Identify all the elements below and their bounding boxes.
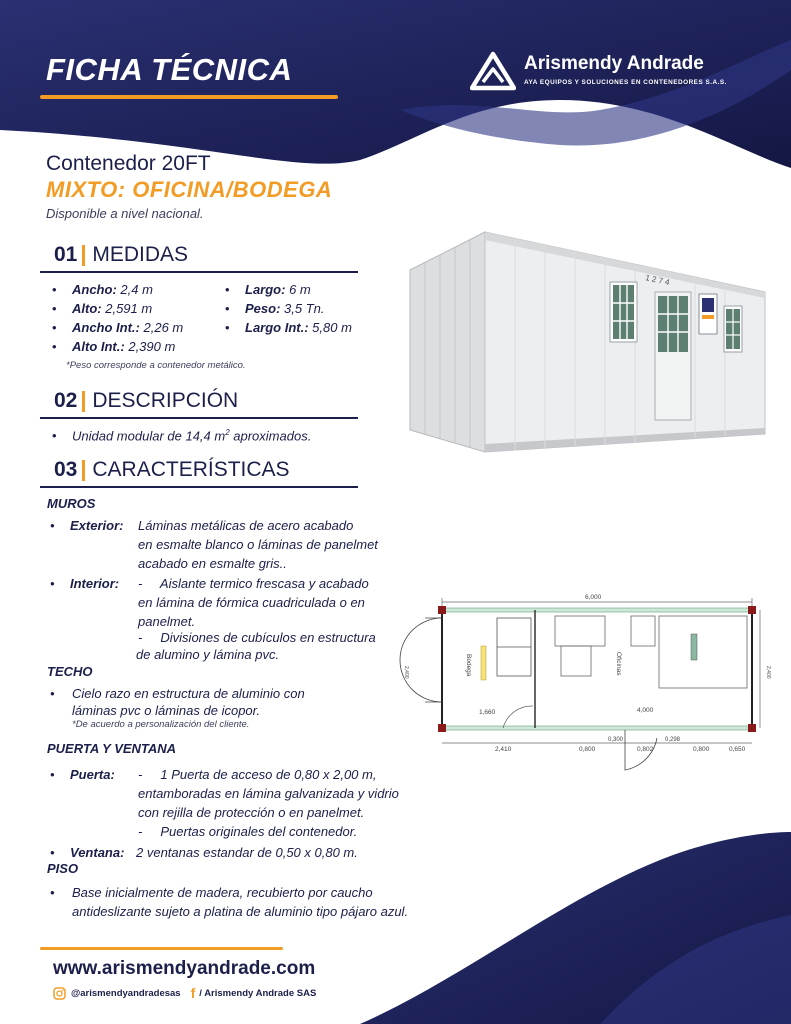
techo-note: *De acuerdo a personalización del cliente. [72, 719, 250, 730]
floor-plan [395, 588, 775, 773]
brand-tagline: AYA EQUIPOS Y SOLUCIONES EN CONTENEDORES S.A.S. [524, 79, 727, 86]
dim-1660: 1,660 [479, 709, 496, 716]
dim-0802: 0,802 [637, 746, 654, 753]
puerta-line: con rejilla de protección o en panelmet. [138, 805, 365, 820]
bullet: • [50, 767, 55, 782]
section-rule [40, 417, 358, 419]
muros-heading: MUROS [47, 496, 96, 511]
techo-line: láminas pvc o láminas de icopor. [72, 703, 261, 718]
medida-item: • Peso: 3,5 Tn. [225, 301, 325, 316]
page-title: FICHA TÉCNICA [46, 52, 293, 87]
instagram-icon [53, 987, 66, 1000]
social-row [53, 985, 316, 1001]
dim-side-left: 2,400 [403, 666, 409, 679]
interior-line: - Aislante termico frescasa y acabado [138, 576, 369, 591]
descripcion-text: • Unidad modular de 14,4 $m^2$ aproximados. [52, 428, 312, 444]
medida-item: • Largo: 6 m [225, 282, 311, 297]
section-caracteristicas-heading [54, 458, 290, 482]
puerta-line: - 1 Puerta de acceso de 0,80 x 2,00 m, [138, 767, 377, 782]
dim-side-right: 2,400 [765, 666, 771, 679]
dim-total: 6,000 [585, 594, 602, 601]
title-underline [40, 95, 338, 99]
bullet: • [50, 885, 55, 900]
medida-item: • Alto: 2,591 m [52, 301, 153, 316]
room-oficinas: Oficinas [615, 652, 622, 676]
ventana-text: 2 ventanas estandar de 0,50 x 0,80 m. [136, 845, 358, 860]
brand-name: Arismendy Andrade [524, 53, 704, 74]
section-number: 01 [54, 243, 78, 266]
container-illustration [405, 222, 767, 462]
puerta-line: - Puertas originales del contenedor. [138, 824, 358, 839]
medida-item: • Ancho Int.: 2,26 m [52, 320, 184, 335]
puerta-ventana-heading: PUERTA Y VENTANA [47, 741, 177, 756]
interior-line: - Divisiones de cubículos en estructura [138, 630, 376, 645]
interior-line: en lámina de fórmica cuadriculada o en [138, 595, 365, 610]
section-title: CARACTERÍSTICAS [92, 458, 290, 481]
bullet: • [50, 845, 55, 860]
facebook-icon: f [190, 985, 196, 1001]
exterior-label: Exterior: [70, 518, 124, 533]
interior-line: de alumino y lámina pvc. [136, 647, 280, 662]
dim-0650: 0,650 [729, 746, 746, 753]
section-bar [82, 245, 85, 266]
bullet: • [50, 576, 55, 591]
techo-heading: TECHO [47, 664, 93, 679]
section-medidas-heading [54, 243, 188, 267]
puerta-line: entamboradas en lámina galvanizada y vidrio [138, 786, 399, 801]
section-title: DESCRIPCIÓN [92, 389, 239, 412]
piso-line: antideslizante sujeto a platina de aluminio tipo pájaro azul. [72, 904, 409, 919]
dim-0800a: 0,800 [579, 746, 596, 753]
dim-0298: 0,298 [665, 737, 681, 743]
techo-line: Cielo razo en estructura de aluminio con [72, 686, 305, 701]
piso-heading: PISO [47, 861, 79, 876]
dim-4000: 4,000 [637, 707, 654, 714]
section-rule [40, 271, 358, 273]
brand-logo-icon [470, 51, 516, 91]
availability-text: Disponible a nivel nacional. [46, 206, 204, 221]
medida-item: • Alto Int.: 2,390 m [52, 339, 176, 354]
medida-item: • Largo Int.: 5,80 m [225, 320, 352, 335]
section-rule [40, 486, 358, 488]
product-subtitle: MIXTO: OFICINA/BODEGA [46, 177, 333, 202]
facebook-handle[interactable]: / Arismendy Andrade SAS [199, 987, 317, 999]
bullet: • [50, 518, 55, 533]
footer-underline [40, 947, 283, 950]
container-number: 1 2 7 4 [644, 273, 671, 288]
section-title: MEDIDAS [92, 243, 189, 266]
medida-item: • Ancho: 2,4 m [52, 282, 153, 297]
interior-label: Interior: [70, 576, 120, 591]
dim-0300: 0,300 [608, 737, 624, 743]
exterior-line: en esmalte blanco o láminas de panelmet [138, 537, 378, 552]
section-descripcion-heading [54, 389, 238, 413]
section-number: 02 [54, 389, 78, 412]
ventana-label: Ventana: [70, 845, 125, 860]
section-bar [82, 460, 85, 481]
product-title: Contenedor 20FT [46, 152, 211, 175]
section-bar [82, 391, 85, 412]
dim-2410: 2,410 [495, 746, 512, 753]
room-bodega: Bodega [465, 654, 472, 677]
exterior-line: Láminas metálicas de acero acabado [138, 518, 354, 533]
exterior-line: acabado en esmalte gris.. [138, 556, 287, 571]
section-number: 03 [54, 458, 78, 481]
medidas-note: *Peso corresponde a contenedor metálico. [66, 360, 246, 371]
bullet: • [50, 686, 55, 701]
interior-line: panelmet. [138, 614, 196, 629]
piso-line: Base inicialmente de madera, recubierto por caucho [72, 885, 373, 900]
dim-0800b: 0,800 [693, 746, 710, 753]
instagram-handle[interactable]: @arismendyandradesas [71, 987, 181, 999]
website-link[interactable]: www.arismendyandrade.com [53, 958, 316, 979]
puerta-label: Puerta: [70, 767, 115, 782]
